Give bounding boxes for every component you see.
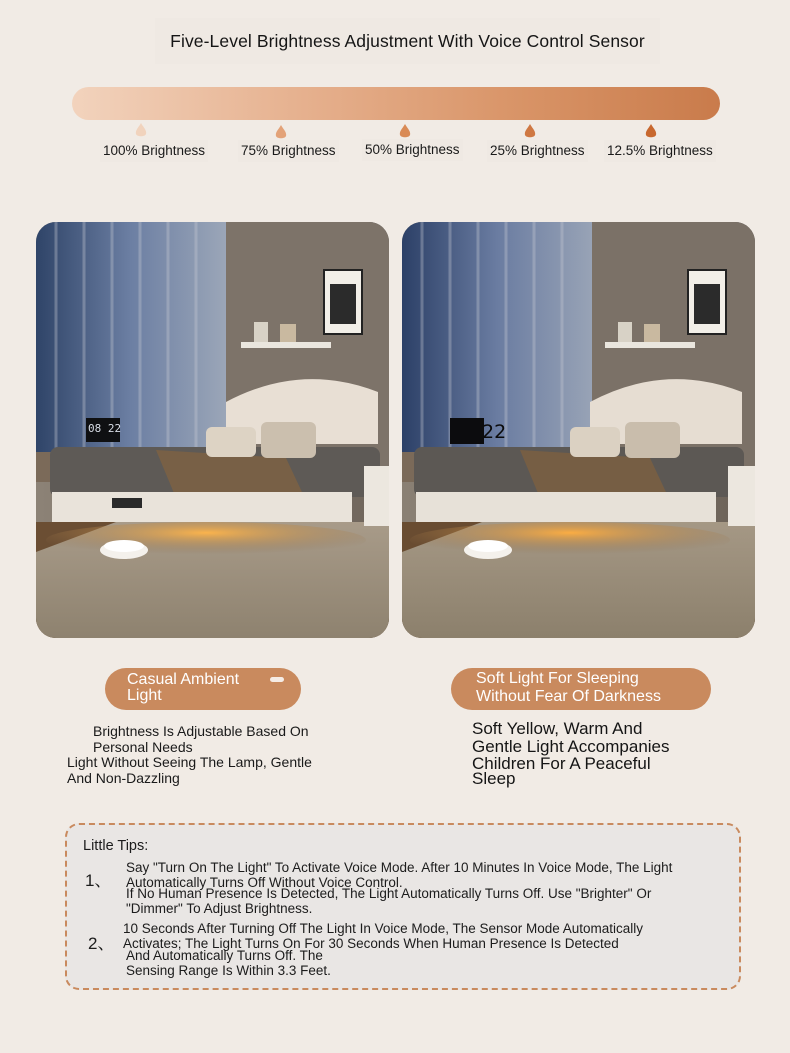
bedroom-photo-casual	[36, 222, 389, 638]
brightness-gradient-bar	[72, 87, 720, 120]
brightness-level-label: 25% Brightness	[490, 143, 585, 158]
desc-line: Brightness Is Adjustable Based On	[93, 723, 309, 739]
flame-icon-12-5	[644, 123, 658, 139]
feature-desc-casual	[93, 724, 309, 755]
brightness-level-50	[362, 139, 463, 161]
bedroom-illustration	[402, 222, 755, 638]
tip-item-1	[126, 861, 672, 916]
tip-line: "Dimmer" To Adjust Brightness.	[126, 900, 313, 916]
feature-pill-soft-light	[451, 668, 711, 710]
feature-desc-casual-2	[67, 755, 312, 786]
desc-line: Sleep	[472, 768, 516, 788]
tip-line: Activates; The Light Turns On For 30 Seconds When Human Presence Is Detected	[123, 935, 619, 951]
brightness-level-label: 12.5% Brightness	[607, 143, 713, 158]
lamp-icon	[270, 677, 284, 682]
brightness-level-label: 50% Brightness	[365, 142, 460, 157]
tip-line: And Automatically Turns Off. The	[126, 948, 323, 963]
brightness-level-100	[100, 140, 208, 162]
flame-icon-50	[398, 123, 412, 139]
bedroom-photo-sleeping	[402, 222, 755, 638]
tip-item-2	[123, 922, 643, 978]
tip-line: Automatically Turns Off Without Voice Control.	[126, 874, 403, 890]
brightness-level-label: 100% Brightness	[103, 143, 206, 158]
flame-icon-25	[523, 123, 537, 139]
brightness-level-75	[238, 140, 339, 162]
tip-number: 1、	[85, 871, 112, 890]
desc-line: Children For A Peaceful	[472, 754, 651, 773]
desc-line: Gentle Light Accompanies	[472, 736, 670, 756]
tip-line: If No Human Presence Is Detected, The Light Automatically Turns Off. Use "Brighter" Or	[126, 886, 652, 901]
flame-icon-100	[134, 122, 148, 138]
tip-line: Sensing Range Is Within 3.3 Feet.	[126, 962, 331, 978]
pill-line: Casual Ambient	[127, 671, 240, 688]
tip-line: Say "Turn On The Light" To Activate Voice Mode. After 10 Minutes In Voice Mode, The Light	[126, 860, 673, 875]
clock-display: 08 22	[88, 422, 122, 435]
desc-line: And Non-Dazzling	[67, 769, 180, 786]
tip-number: 2、	[88, 934, 115, 953]
brightness-level-25	[487, 140, 588, 162]
desc-line: Light Without Seeing The Lamp, Gentle	[67, 754, 312, 770]
page-title	[155, 18, 660, 64]
tips-heading: Little Tips:	[83, 838, 149, 854]
brightness-level-12-5	[604, 140, 716, 162]
feature-pill-casual-ambient	[105, 668, 301, 710]
pill-line: Soft Light For Sleeping	[476, 670, 639, 687]
flame-icon-75	[274, 124, 288, 140]
pill-line: Light	[127, 687, 162, 704]
pill-line: Without Fear Of Darkness	[476, 688, 661, 705]
desc-line: Soft Yellow, Warm And	[472, 719, 643, 738]
feature-desc-sleeping	[472, 719, 670, 788]
clock-display: 22	[482, 421, 507, 443]
tip-line: 10 Seconds After Turning Off The Light In Voice Mode, The Sensor Mode Automatically	[123, 921, 644, 936]
page-title-text: Five-Level Brightness Adjustment With Voice Control Sensor	[170, 30, 645, 51]
brightness-level-label: 75% Brightness	[241, 143, 336, 158]
desc-line: Personal Needs	[93, 738, 193, 755]
